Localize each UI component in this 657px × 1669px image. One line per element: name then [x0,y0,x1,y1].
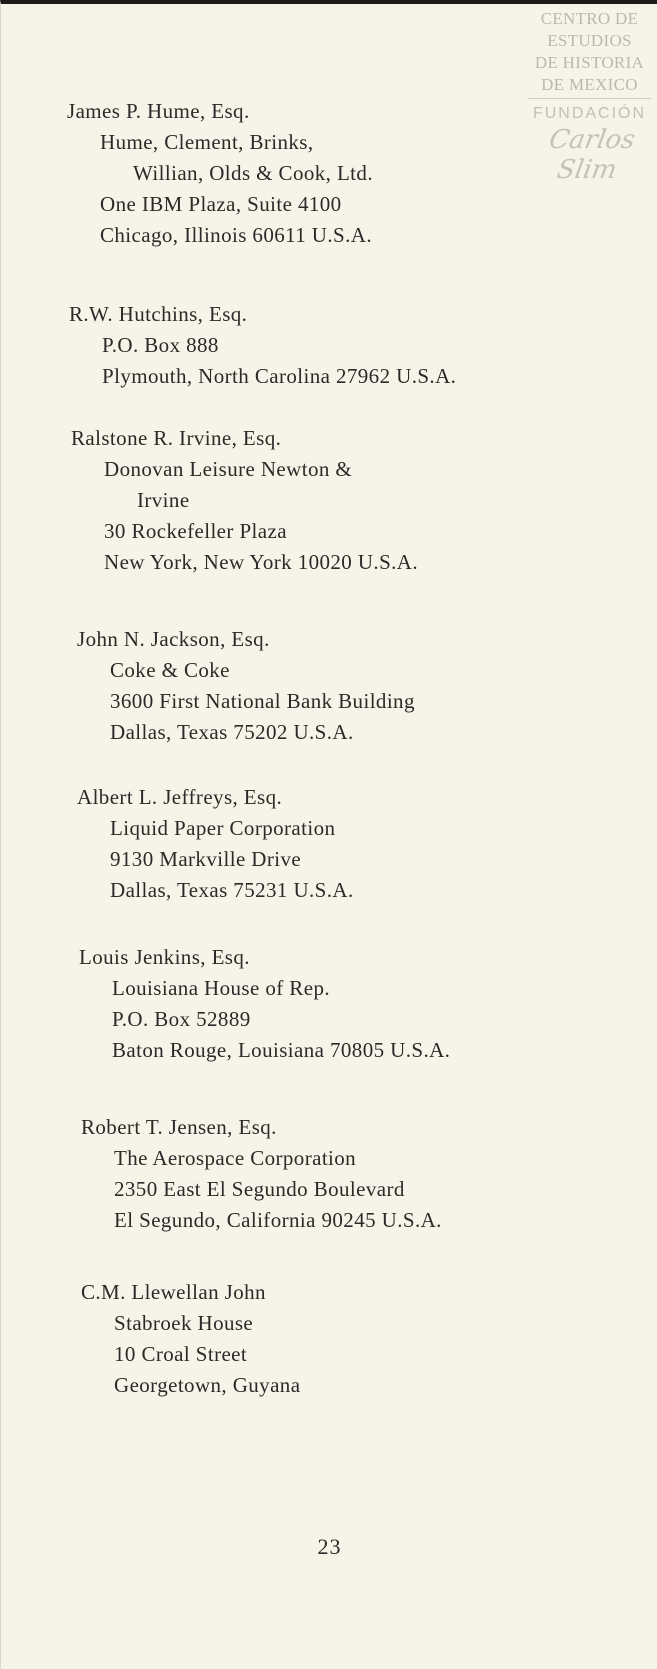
address-line: Stabroek House [114,1311,254,1335]
address-line: Hume, Clement, Brinks, [100,130,314,154]
page-number: 23 [317,1534,342,1559]
entry-name: James P. Hume, Esq. [67,99,250,123]
address-line: 2350 East El Segundo Boulevard [114,1177,405,1201]
address-line: Willian, Olds & Cook, Ltd. [133,161,373,185]
entry-name: Louis Jenkins, Esq. [79,945,250,969]
stamp-divider [528,98,651,99]
address-entry [67,96,373,251]
address-line: 10 Croal Street [114,1342,248,1366]
entry-name: Ralstone R. Irvine, Esq. [71,426,282,450]
address-line: Coke & Coke [110,658,230,682]
address-line: El Segundo, California 90245 U.S.A. [114,1208,442,1232]
address-line: Chicago, Illinois 60611 U.S.A. [100,223,372,247]
archive-stamp [522,8,657,185]
entry-name: John N. Jackson, Esq. [77,627,270,651]
address-line: 3600 First National Bank Building [110,689,415,713]
address-line: Georgetown, Guyana [114,1373,301,1397]
address-entry [79,942,450,1066]
address-line: The Aerospace Corporation [114,1146,357,1170]
address-line: Dallas, Texas 75231 U.S.A. [110,878,354,902]
stamp-line: CENTRO DE [540,9,639,28]
entry-name: Robert T. Jensen, Esq. [81,1115,277,1139]
stamp-line: DE MEXICO [541,75,638,94]
address-line: P.O. Box 888 [102,333,219,357]
entry-name: Albert L. Jeffreys, Esq. [77,785,283,809]
address-entry [81,1277,300,1401]
entry-name: R.W. Hutchins, Esq. [69,302,248,326]
address-line: Plymouth, North Carolina 27962 U.S.A. [102,364,457,388]
address-line: New York, New York 10020 U.S.A. [104,550,419,574]
address-line: 9130 Markville Drive [110,847,302,871]
address-line: One IBM Plaza, Suite 4100 [100,192,342,216]
address-line: P.O. Box 52889 [112,1007,251,1031]
address-entry [81,1112,442,1236]
stamp-signature: Carlos Slim [546,125,638,185]
address-entry [77,624,415,748]
entry-name: C.M. Llewellan John [81,1280,266,1304]
address-line: Louisiana House of Rep. [112,976,330,1000]
address-entry [77,782,354,906]
stamp-foundation: FUNDACIÓN [532,105,647,122]
address-line: Dallas, Texas 75202 U.S.A. [110,720,354,744]
stamp-line: ESTUDIOS [547,31,632,50]
address-entry [71,423,418,578]
address-line: Donovan Leisure Newton & [104,457,353,481]
address-line: Baton Rouge, Louisiana 70805 U.S.A. [112,1038,451,1062]
address-line: 30 Rockefeller Plaza [104,519,287,543]
stamp-line: DE HISTORIA [534,53,645,72]
address-line: Liquid Paper Corporation [110,816,336,840]
address-line: Irvine [137,488,190,512]
address-entry [69,299,456,392]
